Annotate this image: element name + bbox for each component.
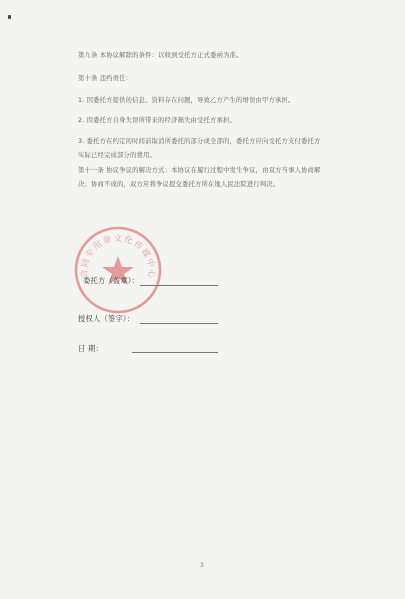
- authorized-signature-label: 授权人（签字）：: [78, 314, 135, 323]
- clause-9: 第九条 本协议解除的条件：以收到受托方正式委函为准。: [78, 52, 243, 59]
- clause-10-item-2: 2. 因委托方自身失误所带来的经济损失由受托方承担。: [78, 117, 237, 124]
- authorized-signature-line: [140, 323, 218, 324]
- clause-10-title: 第十条 违约责任：: [78, 75, 133, 82]
- clause-10-item-3-line-1: 3. 委托方在约定的时间前取消所委托的部分或全部的，委托方应向受托方支付委托方: [78, 138, 321, 145]
- client-seal-label: 委托方（盖章）：: [83, 276, 140, 285]
- date-line: [132, 352, 218, 353]
- clause-10-item-3-line-2: 实际已经完成部分的费用。: [78, 152, 156, 159]
- page-number: 3: [200, 562, 204, 569]
- client-seal-line: [140, 285, 218, 286]
- scan-mark: [8, 15, 11, 19]
- svg-text:合同专用章文化传媒中心: 合同专用章文化传媒中心: [79, 234, 157, 280]
- date-label: 日 期：: [78, 344, 104, 353]
- clause-11-line-2: 决；协商不成的，双方应将争议提交委托方所在地人民法院进行判决。: [78, 181, 280, 188]
- clause-11-line-1: 第十一条 协议争议的解决方式：本协议在履行过程中发生争议，由双方当事人协商解: [78, 167, 321, 174]
- clause-10-item-1: 1. 因委托方提供的信息、资料存在问题，导致乙方产生的增误由甲方承担。: [78, 97, 295, 104]
- company-seal-stamp: [72, 224, 164, 316]
